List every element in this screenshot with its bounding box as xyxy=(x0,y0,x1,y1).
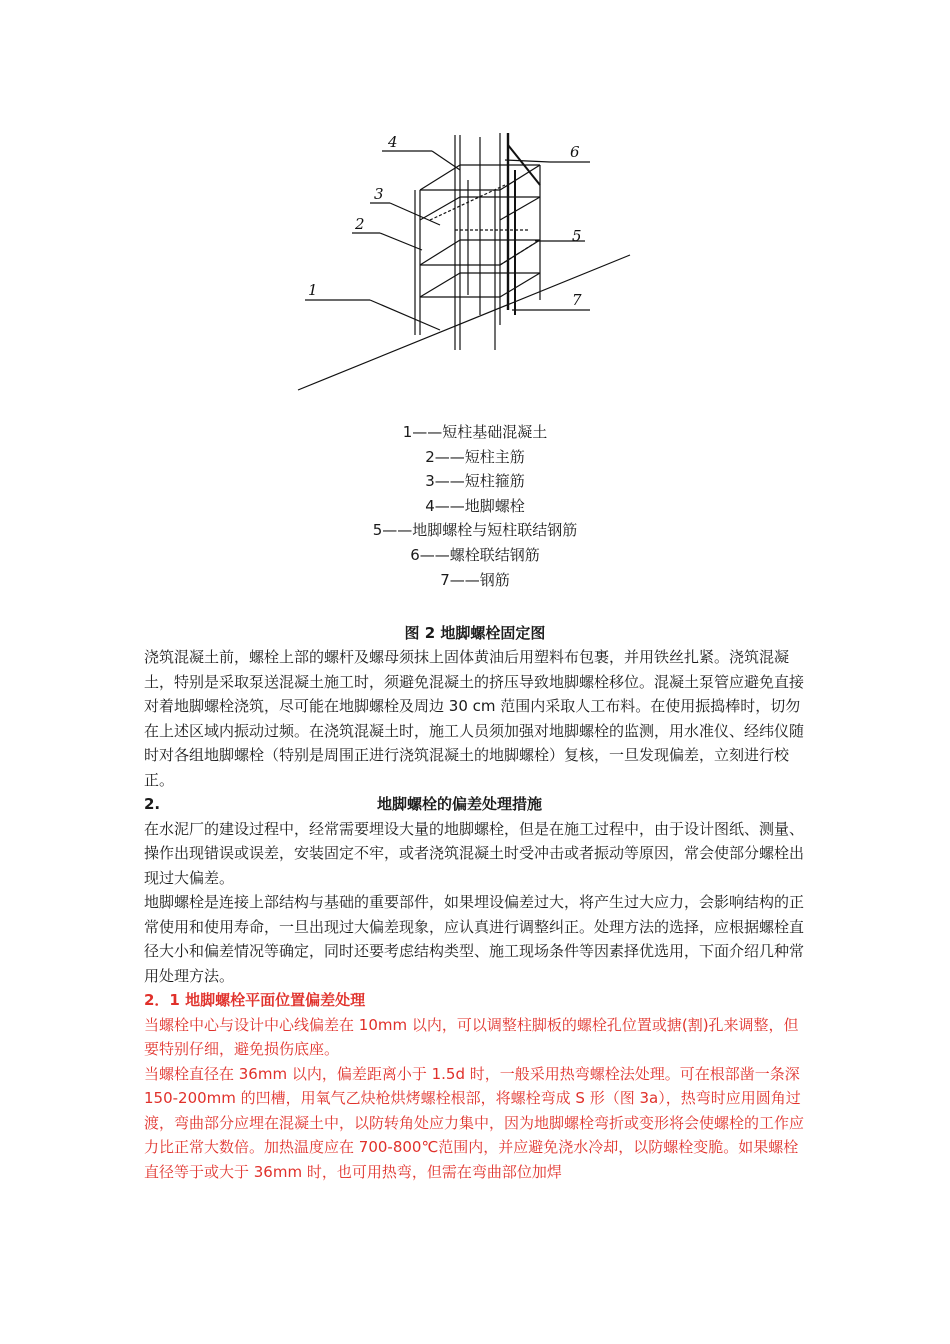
legend-item: 3——短柱箍筋 xyxy=(425,472,525,491)
anchor-bolt-fixing-diagram xyxy=(290,125,670,395)
callout-4: 4 xyxy=(388,133,398,151)
callout-6: 6 xyxy=(570,143,580,161)
legend-item: 6——螺栓联结钢筋 xyxy=(410,545,540,564)
legend-item: 1——短柱基础混凝土 xyxy=(402,423,548,441)
callout-5: 5 xyxy=(572,227,582,245)
callout-3: 3 xyxy=(374,185,384,203)
paragraph-small-offset: 当螺栓中心与设计中心线偏差在 10mm 以内，可以调整柱脚板的螺栓孔位置或搪(割)孔来调整，但要特别仔细，避免损伤底座。 xyxy=(144,1015,799,1058)
paragraph-pouring: 浇筑混凝土前，螺栓上部的螺杆及螺母须抹上固体黄油后用塑料布包裹，并用铁丝扎紧。浇筑混凝土，特别是采取泵送混凝土施工时，须避免混凝土的挤压导致地脚螺栓移位。混凝土泵管应避免直接对着地脚螺栓浇筑，尽可能在地脚螺栓及周边 30 cm 范围内采取人工布料。在使用振捣棒时，切勿在上述区域内振动过频。在浇筑混凝土时，施工人员须加强对地脚螺栓的监测，用水准仪、经纬仪随时对各组地脚螺栓（特别是周围正进行浇筑混凝土的地脚螺栓）复核，一旦发现偏差，立刻进行校正。 xyxy=(144,648,805,789)
paragraph-importance: 地脚螺栓是连接上部结构与基础的重要部件，如果埋设偏差过大，将产生过大应力，会影响结构的正常使用和使用寿命，一旦出现过大偏差现象，应认真进行调整纠正。处理方法的选择，应根据螺栓直径大小和偏差情况等确定，同时还要考虑结构类型、施工现场条件等因素择优选用，下面介绍几种常用处理方法。 xyxy=(144,893,805,985)
section-number: 2. xyxy=(144,795,161,813)
figure-caption: 图 2 地脚螺栓固定图 xyxy=(404,624,546,642)
body-text xyxy=(144,645,810,1184)
legend-item: 2——短柱主筋 xyxy=(425,447,525,466)
section-heading-2 xyxy=(144,792,810,817)
callout-2: 2 xyxy=(355,215,365,233)
leader-6 xyxy=(505,160,550,162)
section-heading-2-1: 2．1 地脚螺栓平面位置偏差处理 xyxy=(144,991,366,1009)
ground-line xyxy=(298,255,630,390)
paragraph-causes: 在水泥厂的建设过程中，经常需要埋设大量的地脚螺栓，但是在施工过程中，由于设计图纸、测量、操作出现错误或误差，安装固定不牢，或者浇筑混凝土时受冲击或者振动等原因，常会使部分螺栓出现过大偏差。 xyxy=(144,819,805,887)
legend-item: 7——钢筋 xyxy=(440,570,510,589)
paragraph-hot-bending: 当螺栓直径在 36mm 以内，偏差距离小于 1.5d 时，一般采用热弯螺栓法处理。可在根部凿一条深 150-200mm 的凹槽，用氧气乙炔枪烘烤螺栓根部，将螺栓弯成 S 形（图 3a），热弯时应用圆角过渡，弯曲部分应埋在混凝土中，以防转角处应力集中，因为地脚螺栓弯折或变形将会使螺栓的工作应力比正常大数倍。加热温度应在 700-800℃范围内，并应避免浇水冷却，以防螺栓变脆。如果螺栓直径等于或大于 36mm 时，也可用热弯，但需在弯曲部位加焊 xyxy=(144,1064,805,1181)
legend-item: 5——地脚螺栓与短柱联结钢筋 xyxy=(372,521,578,540)
legend-item: 4——地脚螺栓 xyxy=(425,496,525,515)
callout-1: 1 xyxy=(308,281,318,299)
figure-legend xyxy=(0,420,950,592)
section-title: 地脚螺栓的偏差处理措施 xyxy=(377,795,543,813)
callout-7: 7 xyxy=(572,291,582,309)
